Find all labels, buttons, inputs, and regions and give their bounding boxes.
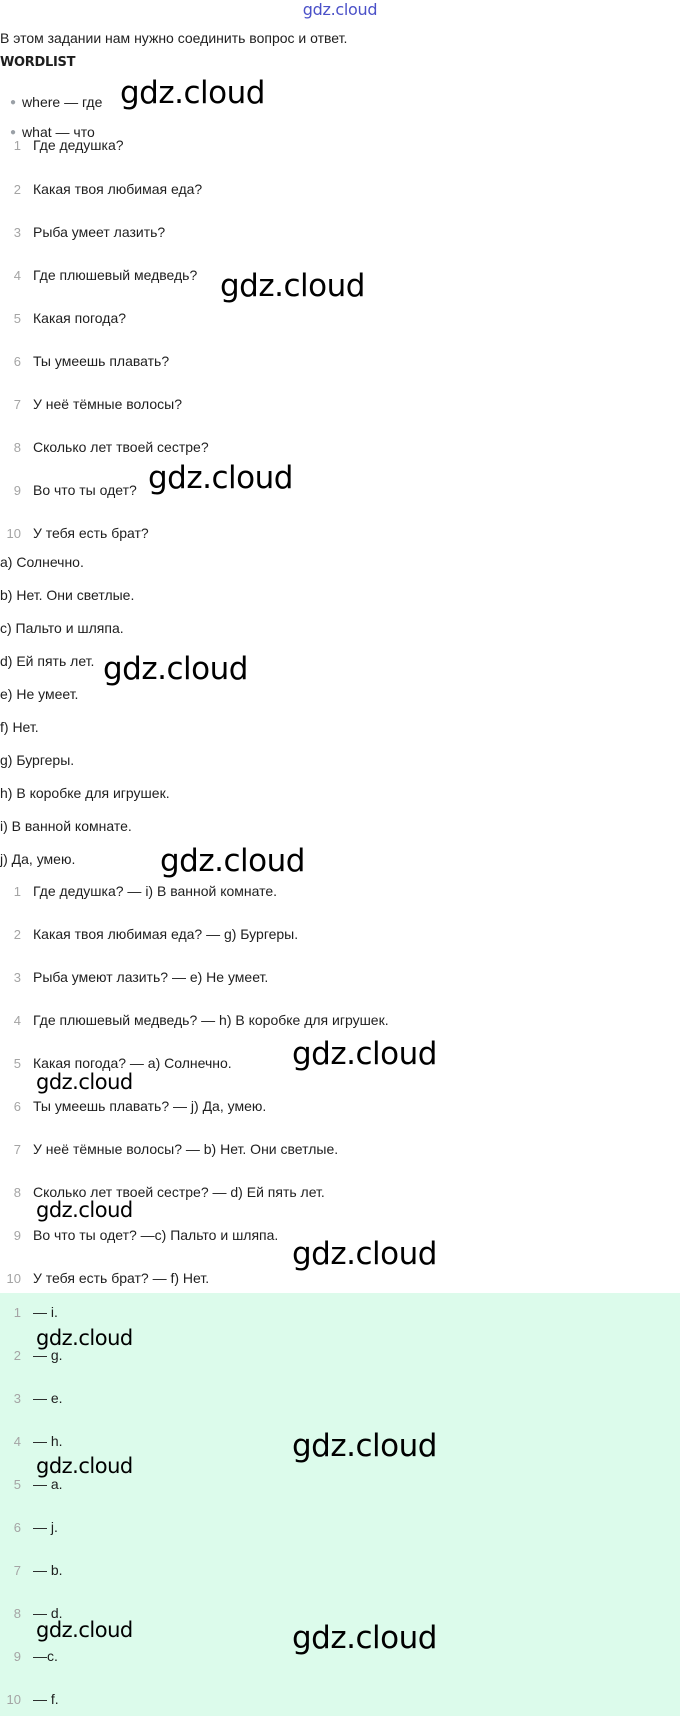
item-number: 4 <box>13 268 21 283</box>
match-text: Ты умеешь плавать? — j) Да, умею. <box>33 1098 267 1114</box>
watermark: gdz.cloud <box>292 1620 437 1656</box>
answer-option: g) Бургеры. <box>0 752 75 768</box>
match-text: Какая твоя любимая еда? — g) Бургеры. <box>33 926 299 942</box>
final-answer-text: — j. <box>33 1519 58 1535</box>
match-text: Где плюшевый медведь? — h) В коробке для игрушек. <box>33 1012 389 1028</box>
item-number: 3 <box>13 1391 21 1406</box>
item-number: 8 <box>13 1606 21 1621</box>
final-answer-text: — b. <box>33 1562 63 1578</box>
question-item <box>0 350 169 372</box>
item-number: 6 <box>13 1520 21 1535</box>
item-number: 4 <box>13 1013 21 1028</box>
item-number: 5 <box>13 311 21 326</box>
match-item <box>0 1009 389 1031</box>
bullet-icon: ● <box>10 97 17 109</box>
final-answer-text: — i. <box>33 1304 58 1320</box>
question-text: Где дедушка? <box>33 137 124 153</box>
question-item <box>0 221 165 243</box>
question-text: Сколько лет твоей сестре? <box>33 439 209 455</box>
match-text: Во что ты одет? —c) Пальто и шляпа. <box>33 1227 279 1243</box>
watermark: gdz.cloud <box>220 268 365 304</box>
question-item <box>0 264 197 286</box>
match-text: Какая погода? — a) Солнечно. <box>33 1055 232 1071</box>
item-number: 2 <box>13 927 21 942</box>
item-number: 10 <box>6 1271 21 1286</box>
item-number: 3 <box>13 225 21 240</box>
match-item <box>0 1224 278 1246</box>
answer-option: f) Нет. <box>0 719 39 735</box>
watermark: gdz.cloud <box>148 460 293 496</box>
item-number: 9 <box>13 1228 21 1243</box>
answer-option: b) Нет. Они светлые. <box>0 587 135 603</box>
match-text: У неё тёмные волосы? — b) Нет. Они светлые. <box>33 1141 339 1157</box>
item-number: 9 <box>13 1649 21 1664</box>
item-number: 1 <box>13 1305 21 1320</box>
final-answer-text: — g. <box>33 1347 63 1363</box>
answer-option: e) Не умеет. <box>0 686 79 702</box>
item-number: 7 <box>13 397 21 412</box>
match-item <box>0 1138 338 1160</box>
final-answer-text: — e. <box>33 1390 63 1406</box>
question-text: Какая твоя любимая еда? <box>33 181 203 197</box>
item-number: 7 <box>13 1142 21 1157</box>
watermark: gdz.cloud <box>36 1618 133 1642</box>
task-intro: В этом задании нам нужно соединить вопрос и ответ. <box>0 30 348 46</box>
wordlist-item: ● what — что <box>10 124 95 140</box>
item-number: 10 <box>6 1692 21 1707</box>
item-number: 5 <box>13 1056 21 1071</box>
match-item <box>0 1267 209 1289</box>
match-text: Сколько лет твоей сестре? — d) Ей пять лет. <box>33 1184 325 1200</box>
match-item <box>0 966 268 988</box>
question-text: Ты умеешь плавать? <box>33 353 170 369</box>
final-answer-text: — f. <box>33 1691 59 1707</box>
watermark: gdz.cloud <box>36 1326 133 1350</box>
match-item <box>0 923 298 945</box>
watermark: gdz.cloud <box>292 1236 437 1272</box>
watermark: gdz.cloud <box>36 1070 133 1094</box>
final-answer-item <box>0 1301 58 1323</box>
item-number: 10 <box>6 526 21 541</box>
match-item <box>0 880 277 902</box>
item-number: 1 <box>13 884 21 899</box>
match-item <box>0 1095 266 1117</box>
question-text: Где плюшевый медведь? <box>33 267 198 283</box>
answer-option: h) В коробке для игрушек. <box>0 785 170 801</box>
bullet-icon: ● <box>10 127 17 139</box>
item-number: 7 <box>13 1563 21 1578</box>
item-number: 2 <box>13 182 21 197</box>
final-answer-text: —c. <box>33 1648 58 1664</box>
answer-option: i) В ванной комнате. <box>0 818 132 834</box>
watermark: gdz.cloud <box>292 1428 437 1464</box>
question-text: Какая погода? <box>33 310 127 326</box>
final-answer-text: — d. <box>33 1605 63 1621</box>
final-answer-item <box>0 1559 63 1581</box>
question-item <box>0 393 182 415</box>
final-answer-text: — h. <box>33 1433 63 1449</box>
item-number: 6 <box>13 1099 21 1114</box>
item-number: 4 <box>13 1434 21 1449</box>
answer-option: c) Пальто и шляпа. <box>0 620 124 636</box>
site-logo[interactable]: gdz.cloud <box>302 0 378 19</box>
question-text: У неё тёмные волосы? <box>33 396 182 412</box>
answer-option: j) Да, умею. <box>0 851 76 867</box>
match-text: Где дедушка? — i) В ванной комнате. <box>33 883 278 899</box>
question-item <box>0 134 124 156</box>
watermark: gdz.cloud <box>36 1454 133 1478</box>
watermark: gdz.cloud <box>36 1198 133 1222</box>
watermark: gdz.cloud <box>120 75 265 111</box>
match-text: Рыба умеют лазить? — e) Не умеет. <box>33 969 269 985</box>
wordlist-title: WORDLIST <box>0 55 76 70</box>
final-answer-item <box>0 1516 58 1538</box>
question-item <box>0 436 209 458</box>
final-answer-item <box>0 1387 63 1409</box>
question-text: Рыба умеет лазить? <box>33 224 166 240</box>
final-answer-text: — a. <box>33 1476 63 1492</box>
question-item <box>0 307 126 329</box>
item-number: 6 <box>13 354 21 369</box>
question-item <box>0 522 149 544</box>
final-answer-item <box>0 1430 63 1452</box>
question-text: Во что ты одет? <box>33 482 137 498</box>
watermark: gdz.cloud <box>160 843 305 879</box>
question-item <box>0 479 137 501</box>
item-number: 3 <box>13 970 21 985</box>
item-number: 2 <box>13 1348 21 1363</box>
watermark: gdz.cloud <box>103 651 248 687</box>
item-number: 1 <box>13 138 21 153</box>
question-item <box>0 178 202 200</box>
final-answer-item <box>0 1688 59 1710</box>
final-answer-item <box>0 1645 58 1667</box>
match-text: У тебя есть брат? — f) Нет. <box>33 1270 210 1286</box>
item-number: 8 <box>13 440 21 455</box>
item-number: 8 <box>13 1185 21 1200</box>
item-number: 9 <box>13 483 21 498</box>
answer-option: d) Ей пять лет. <box>0 653 95 669</box>
wordlist-item: ● where — где <box>10 94 103 110</box>
item-number: 5 <box>13 1477 21 1492</box>
question-text: У тебя есть брат? <box>33 525 149 541</box>
watermark: gdz.cloud <box>292 1036 437 1072</box>
answer-option: a) Солнечно. <box>0 554 84 570</box>
